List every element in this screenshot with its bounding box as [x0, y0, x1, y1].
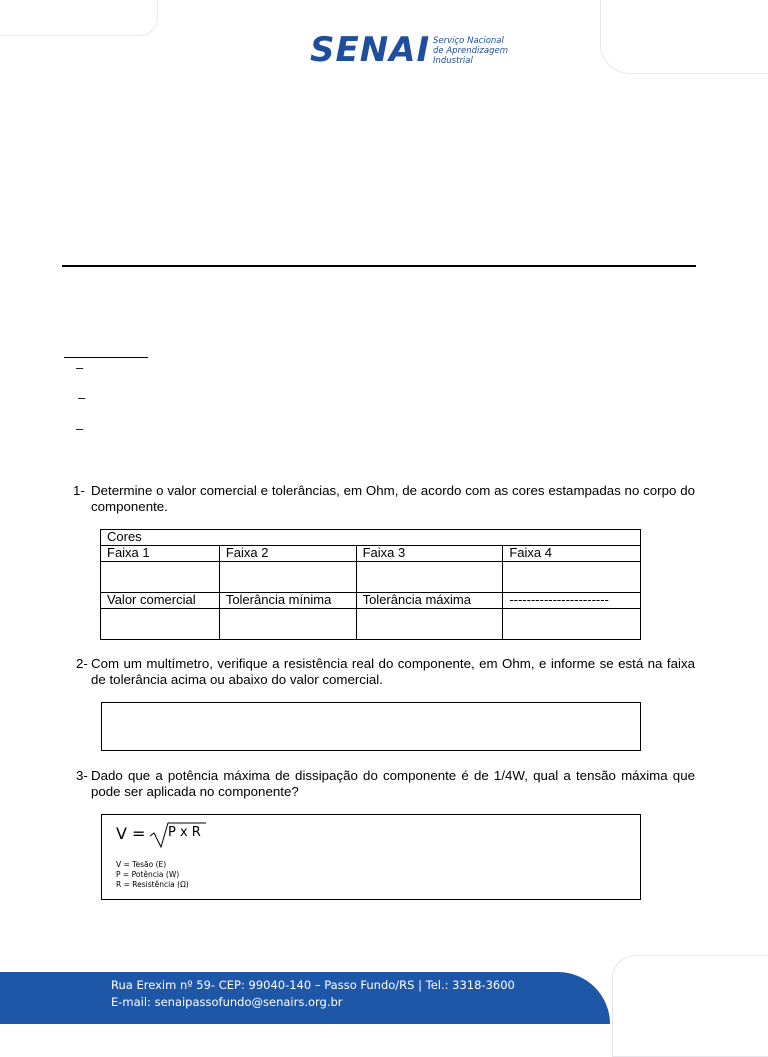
table-header-max-tolerance: Tolerância máxima — [356, 593, 503, 609]
answer-cell-max-tolerance[interactable] — [356, 609, 503, 640]
table-header-band-4: Faixa 4 — [503, 546, 641, 562]
answer-cell-band-3[interactable] — [356, 562, 503, 593]
question-text: Dado que a potência máxima de dissipação do componente é de 1/4W, qual a tensão máxima que pode ser aplicada no componente? — [91, 768, 695, 799]
table-header-band-3: Faixa 3 — [356, 546, 503, 562]
header-decoration-left — [0, 0, 158, 36]
legend-v: V = Tesão (E) — [116, 860, 167, 869]
answer-cell-band-2[interactable] — [219, 562, 356, 593]
formula-legend — [116, 860, 189, 890]
formula-lhs: V = — [116, 824, 146, 843]
question-number: 1- — [73, 483, 85, 498]
dash-1: – — [76, 360, 84, 375]
answer-cell-blank — [503, 609, 641, 640]
legend-p: P = Potência (W) — [116, 870, 180, 879]
question-1 — [73, 483, 695, 517]
question-number: 3- — [76, 768, 88, 783]
table-header-band-1: Faixa 1 — [101, 546, 220, 562]
footer-address: Rua Erexim nº 59- CEP: 99040-140 – Passo Fundo/RS | Tel.: 3318-3600 — [111, 978, 515, 992]
formula-box — [101, 814, 641, 900]
footer-email: E-mail: senaipassofundo@senairs.org.br — [111, 995, 343, 1009]
senai-logo — [310, 30, 510, 74]
color-band-table — [100, 529, 641, 640]
name-rule — [64, 357, 148, 358]
table-header-commercial: Valor comercial — [101, 593, 220, 609]
question-2 — [76, 656, 695, 690]
question-text: Com um multímetro, verifique a resistência real do componente, em Ohm, e informe se está na faixa de tolerância acima ou abaixo do valor comercial. — [91, 656, 695, 687]
question-number: 2- — [76, 656, 88, 671]
dash-3: – — [76, 421, 84, 436]
table-header-min-tolerance: Tolerância mínima — [219, 593, 356, 609]
footer-decoration-right — [612, 955, 768, 1057]
table-caption: Cores — [101, 530, 641, 546]
logo-wordmark: SENAI — [310, 30, 431, 70]
answer-cell-commercial[interactable] — [101, 609, 220, 640]
answer-box-2[interactable] — [101, 702, 641, 751]
title-rule — [62, 265, 696, 267]
legend-r: R = Resistência (Ω) — [116, 880, 189, 889]
answer-cell-band-1[interactable] — [101, 562, 220, 593]
question-text: Determine o valor comercial e tolerâncias, em Ohm, de acordo com as cores estampadas no corpo do componente. — [91, 483, 695, 514]
question-3 — [76, 768, 695, 802]
table-header-blank: ----------------------- — [503, 593, 641, 609]
answer-cell-min-tolerance[interactable] — [219, 609, 356, 640]
formula-radicand: P x R — [168, 825, 201, 840]
logo-subtitle: Serviço Nacional de Aprendizagem Industrial — [433, 36, 508, 66]
dash-2: – — [78, 390, 86, 405]
answer-cell-band-4[interactable] — [503, 562, 641, 593]
header-decoration-right — [600, 0, 768, 74]
table-header-band-2: Faixa 2 — [219, 546, 356, 562]
